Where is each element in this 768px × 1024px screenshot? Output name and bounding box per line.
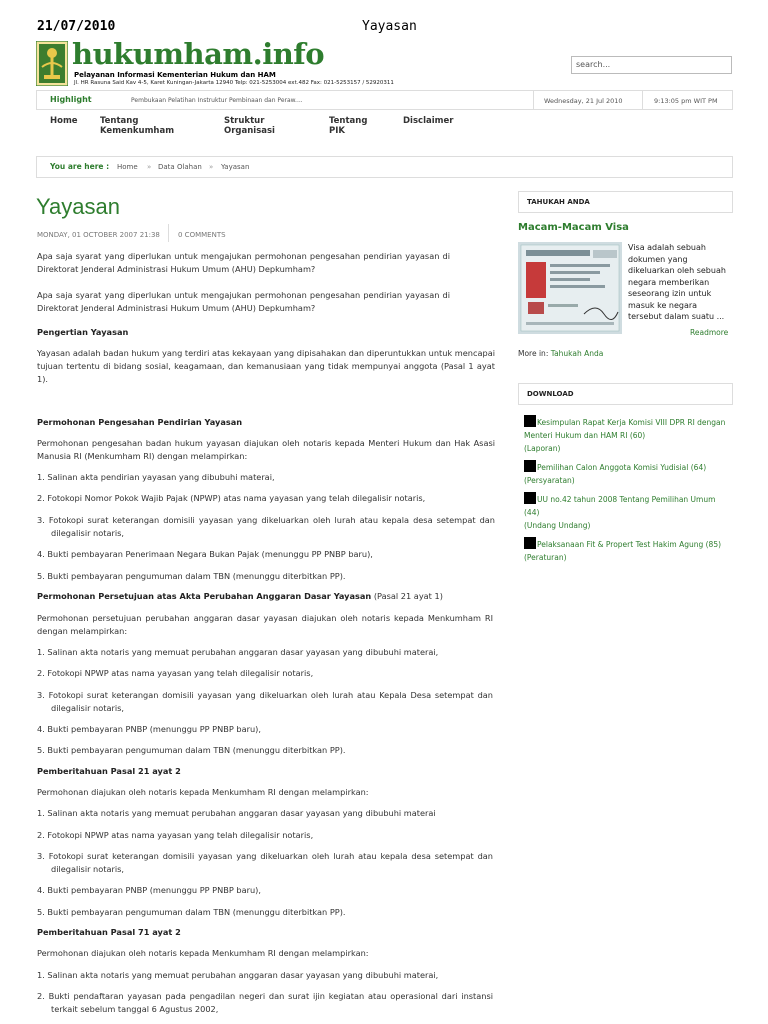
section-heading: Pengertian Yayasan xyxy=(37,327,129,337)
breadcrumb-label: You are here : xyxy=(50,162,110,171)
intro-paragraph: Apa saja syarat yang diperlukan untuk mengajukan permohonan pengesahan pendirian yayasan di Direktorat Jenderal Administrasi Hukum Umum (AHU) Depkumham? xyxy=(37,290,450,313)
visa-thumbnail-image[interactable] xyxy=(518,242,622,334)
list-item: 4. Bukti pembayaran Penerimaan Negara Bukan Pajak (menunggu PP PNBP baru), xyxy=(37,549,373,559)
list-item xyxy=(37,689,493,715)
download-category[interactable]: (Laporan) xyxy=(524,444,561,453)
list-item xyxy=(37,990,493,1016)
pengertian-paragraph: Yayasan adalah badan hukum yang terdiri atas kekayaan yang dipisahakan dan diperuntukkan untuk mencapai tujuan tertentu di bidang sosial, keagamaan, dan kemanusiaan yang tidak mempunyai anggota (Pasal 1 ayat 1). xyxy=(37,348,495,384)
section-intro: Permohonan diajukan oleh notaris kepada Menkumham RI dengan melampirkan: xyxy=(37,787,369,797)
download-list xyxy=(524,415,729,569)
section-intro: Permohonan diajukan oleh notaris kepada Menkumham RI dengan melampirkan: xyxy=(37,948,369,958)
search-input[interactable]: search... xyxy=(571,56,732,74)
list-item-text: 3. Fotokopi surat keterangan domisili yayasan yang dikeluarkan oleh lurah atau kepala desa setempat dan dilegalisir notaris, xyxy=(37,515,495,538)
download-category[interactable]: (Peraturan) xyxy=(524,553,567,562)
tahukah-item-text: Visa adalah sebuah dokumen yang dikeluarkan oleh sebuah negara memberikan seseorang izin untuk masuk ke negara tersebut dalam suatu ... xyxy=(628,243,726,321)
comments-link[interactable]: 0 COMMENTS xyxy=(178,231,226,239)
document-icon xyxy=(524,460,536,472)
nav-struktur-organisasi[interactable]: Struktur Organisasi xyxy=(224,116,275,136)
section-intro: Permohonan persetujuan perubahan anggaran dasar yayasan diajukan oleh notaris kepada Menkumham RI dengan melampirkan: xyxy=(37,613,493,636)
document-icon xyxy=(524,492,536,504)
print-date: 21/07/2010 xyxy=(37,19,116,34)
nav-home[interactable]: Home xyxy=(50,116,78,126)
section-intro: Permohonan pengesahan badan hukum yayasan diajukan oleh notaris kepada Menteri Hukum dan Hak Asasi Manusia RI (Menkumham RI) dengan melampirkan: xyxy=(37,438,495,461)
sidebar-heading: DOWNLOAD xyxy=(527,390,574,398)
list-item xyxy=(37,850,493,876)
download-title[interactable]: UU no.42 tahun 2008 Tentang Pemilihan Umum (44) xyxy=(524,495,716,517)
section-heading: Pemberitahuan Pasal 71 ayat 2 xyxy=(37,927,181,937)
sidebar-box-header xyxy=(518,191,733,213)
download-item[interactable] xyxy=(524,492,729,532)
more-in-line xyxy=(518,349,603,358)
print-title: Yayasan xyxy=(362,19,417,34)
site-address: Jl. HR Rasuna Said Kav 4-5, Karet Kuningan-Jakarta 12940 Telp: 021-5253004 ext.482 Fax: 021-5253157 / 52920311 xyxy=(74,80,394,86)
list-item: 5. Bukti pembayaran pengumuman dalam TBN (menunggu diterbitkan PP). xyxy=(37,907,346,917)
nav-disclaimer[interactable]: Disclaimer xyxy=(403,116,454,126)
list-item-text: 2. Bukti pendaftaran yayasan pada pengadilan negeri dan surat ijin kegiatan atau operasional dari instansi terkait sebelum tanggal 6 Agustus 2002, xyxy=(37,991,493,1014)
nav-tentang-pik[interactable]: Tentang PIK xyxy=(329,116,368,136)
article-date: MONDAY, 01 OCTOBER 2007 21:38 xyxy=(37,231,160,239)
list-item: 1. Salinan akta pendirian yayasan yang dibubuhi materai, xyxy=(37,472,275,482)
download-item[interactable] xyxy=(524,460,729,487)
breadcrumb xyxy=(36,156,733,178)
section-heading-line xyxy=(37,591,443,601)
breadcrumb-data-olahan[interactable]: Data Olahan xyxy=(158,163,202,171)
download-title[interactable]: Kesimpulan Rapat Kerja Komisi VIII DPR RI dengan Menteri Hukum dan HAM RI (60) xyxy=(524,418,726,440)
highlight-date: Wednesday, 21 Jul 2010 xyxy=(544,97,623,105)
highlight-time: 9:13:05 pm WIT PM xyxy=(654,97,718,105)
highlight-bar xyxy=(36,90,733,110)
sidebar-heading: TAHUKAH ANDA xyxy=(527,198,590,206)
list-item: 5. Bukti pembayaran pengumuman dalam TBN (menunggu diterbitkan PP). xyxy=(37,745,346,755)
section-heading: Permohonan Persetujuan atas Akta Perubahan Anggaran Dasar Yayasan xyxy=(37,591,372,601)
list-item: 1. Salinan akta notaris yang memuat perubahan anggaran dasar yayasan yang dibubuhi materai, xyxy=(37,970,439,980)
list-item: 1. Salinan akta notaris yang memuat perubahan anggaran dasar yayasan yang dibubuhi materai xyxy=(37,808,436,818)
breadcrumb-separator: » xyxy=(147,163,152,171)
list-item: 2. Fotokopi NPWP atas nama yayasan yang telah dilegalisir notaris, xyxy=(37,668,314,678)
highlight-text[interactable]: Pembukaan Pelatihan Instruktur Pembinaan dan Peraw.... xyxy=(131,97,303,104)
download-item[interactable] xyxy=(524,415,729,455)
tahukah-item-title[interactable]: Macam-Macam Visa xyxy=(518,222,629,233)
highlight-label: Highlight xyxy=(50,95,92,104)
intro-paragraph: Apa saja syarat yang diperlukan untuk mengajukan permohonan pengesahan pendirian yayasan di Direktorat Jenderal Administrasi Hukum Umum (AHU) Depkumham? xyxy=(37,251,450,274)
readmore-link[interactable]: Readmore xyxy=(690,328,729,337)
breadcrumb-separator: » xyxy=(209,163,214,171)
list-item: 5. Bukti pembayaran pengumuman dalam TBN (menunggu diterbitkan PP). xyxy=(37,571,346,581)
section-heading: Permohonan Pengesahan Pendirian Yayasan xyxy=(37,417,243,427)
sidebar-box-header xyxy=(518,383,733,405)
breadcrumb-home[interactable]: Home xyxy=(117,163,138,171)
document-icon xyxy=(524,415,536,427)
list-item: 2. Fotokopi Nomor Pokok Wajib Pajak (NPWP) atas nama yayasan yang telah dilegalisir notaris, xyxy=(37,493,426,503)
section-heading: Pemberitahuan Pasal 21 ayat 2 xyxy=(37,766,181,776)
more-in-link[interactable]: Tahukah Anda xyxy=(550,349,604,358)
list-item: 2. Fotokopi NPWP atas nama yayasan yang telah dilegalisir notaris, xyxy=(37,830,314,840)
section-heading-suffix: (Pasal 21 ayat 1) xyxy=(371,591,443,601)
list-item: 4. Bukti pembayaran PNBP (menunggu PP PNBP baru), xyxy=(37,885,261,895)
list-item: 4. Bukti pembayaran PNBP (menunggu PP PNBP baru), xyxy=(37,724,261,734)
page-title: Yayasan xyxy=(36,194,120,219)
download-category[interactable]: (Undang Undang) xyxy=(524,521,591,530)
document-icon xyxy=(524,537,536,549)
site-logo-text[interactable]: hukumham.info xyxy=(72,37,325,71)
download-category[interactable]: (Persyaratan) xyxy=(524,476,575,485)
download-title[interactable]: Pemilihan Calon Anggota Komisi Yudisial (64) xyxy=(537,463,707,472)
list-item-text: 3. Fotokopi surat keterangan domisili yayasan yang dikeluarkan oleh lurah atau kepala desa setempat dan dilegalisir notaris, xyxy=(37,851,493,874)
download-item[interactable] xyxy=(524,537,729,564)
list-item: 1. Salinan akta notaris yang memuat perubahan anggaran dasar yayasan yang dibubuhi materai, xyxy=(37,647,439,657)
site-tagline: Pelayanan Informasi Kementerian Hukum dan HAM xyxy=(74,71,276,79)
logo-emblem-icon[interactable] xyxy=(36,41,68,86)
more-in-label: More in: xyxy=(518,349,549,358)
download-title[interactable]: Pelaksanaan Fit & Propert Test Hakim Agung (85) xyxy=(537,540,722,549)
breadcrumb-current: Yayasan xyxy=(221,163,250,171)
nav-tentang-kemenkumham[interactable]: Tentang Kemenkumham xyxy=(100,116,175,136)
list-item-text: 3. Fotokopi surat keterangan domisili yayasan yang dikeluarkan oleh lurah atau Kepala Desa setempat dan dilegalisir notaris, xyxy=(37,690,493,713)
list-item xyxy=(37,514,495,540)
